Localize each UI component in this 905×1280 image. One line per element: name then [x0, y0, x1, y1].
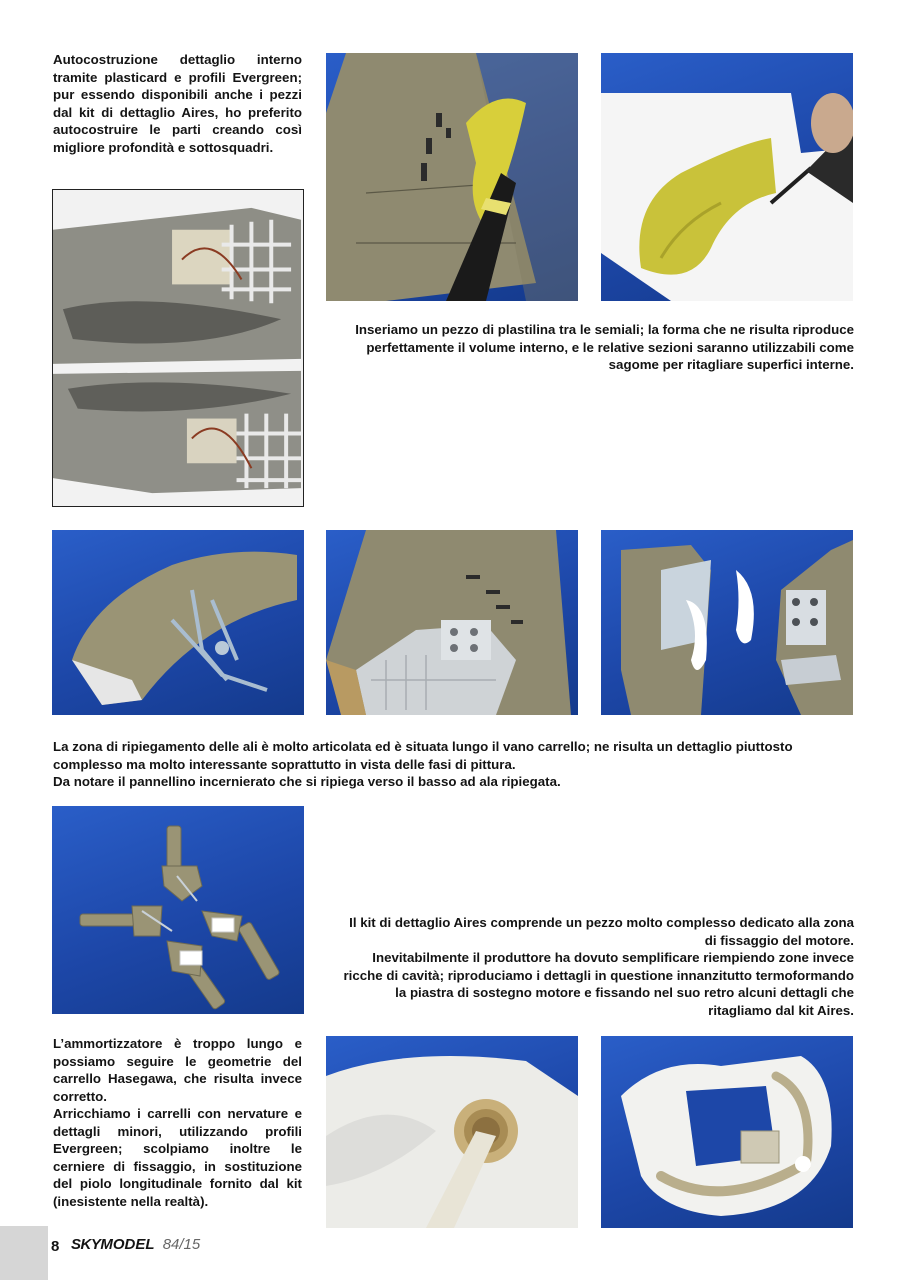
page-number: 8: [51, 1238, 60, 1255]
photo-wheel-well-fold: [326, 530, 578, 715]
issue-number: 84/15: [162, 1236, 201, 1253]
photo-thermoformed-plate: [601, 1036, 853, 1228]
photo-plasticine-shape: [601, 53, 853, 301]
photo-wing-parts-separated: [601, 530, 853, 715]
photo-plasticine-wing: [326, 53, 578, 301]
caption-plasticine: Inseriamo un pezzo di plastilina tra le semiali; la forma che ne risulta riproduce perfettamente il volume interno, e le relative sezioni saranno utilizzabili come sagome per ritagliare superfici interne.: [355, 322, 854, 372]
caption-aires-engine: Il kit di dettaglio Aires comprende un pezzo molto complesso dedicato alla zona di fissaggio del motore. Inevitabilmente il produttore ha dovuto semplificare riempiendo zone invece ricche di cavità; riproduciamo i dettagli in questione innanzitutto termoformando la piastra di sostegno motore e fissando nel suo retro alcuni dettagli che ritagliamo dal kit Aires.: [343, 915, 854, 1018]
page-tab: [0, 1226, 48, 1280]
photo-engine-mount-closeup: [326, 1036, 578, 1228]
caption-shock-absorber: L’ammortizzatore è troppo lungo e possiamo seguire le geometrie del carrello Hasegawa, che risulta invece corretto. Arricchiamo i carrelli con nervature e dettagli minori, utilizzando profili Evergreen; scolpiamo inoltre le cerniere di fissaggio, in sostituzione del piolo longitudinale fornito dal kit (inesistente nella realtà).: [53, 1036, 302, 1209]
photo-wing-fold-panel: [52, 530, 304, 715]
magazine-name-model: MODEL: [100, 1236, 155, 1253]
photo-wing-interior-scratchbuild: [52, 189, 304, 507]
magazine-issue: [71, 1236, 200, 1253]
caption-scratchbuild: Autocostruzione dettaglio interno tramite plasticard e profili Evergreen; pur essendo disponibili anche i pezzi dal kit di dettaglio Aires, ho preferito autocostruire le parti creando così migliore profondità e sottosquadri.: [53, 52, 302, 155]
photo-landing-gear-parts: [52, 806, 304, 1014]
caption-wingfold: La zona di ripiegamento delle ali è molto articolata ed è situata lungo il vano carrello; ne risulta un dettaglio piuttosto complesso ma molto interessante soprattutto in vista delle fasi di pittura. Da notare il pannellino incernierato che si ripiega verso il basso ad ala ripiegata.: [53, 739, 793, 789]
magazine-name-sky: SKY: [71, 1236, 101, 1253]
